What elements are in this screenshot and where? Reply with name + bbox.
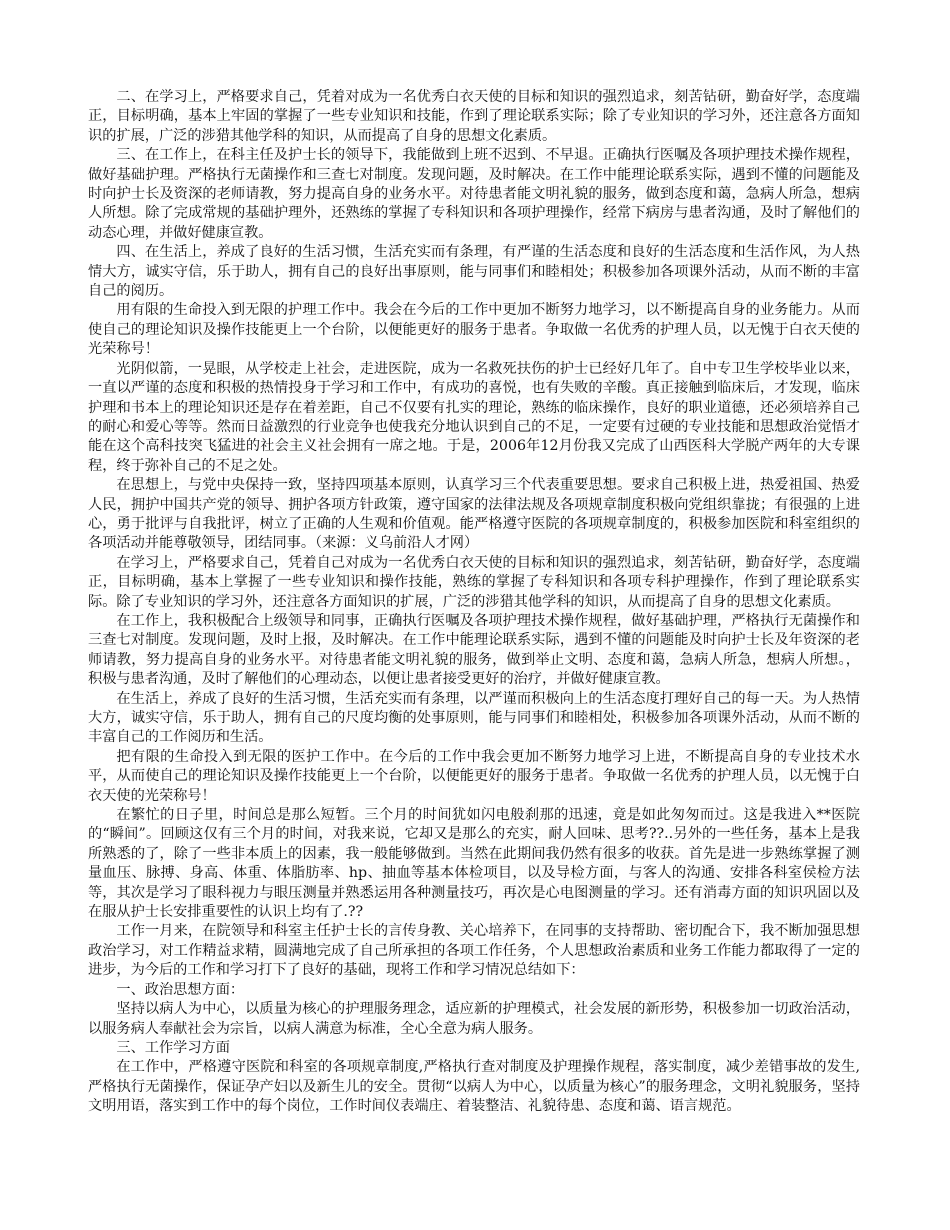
paragraph-work-study: 在工作中，严格遵守医院和科室的各项规章制度,严格执行查对制度及护理操作规程，落实制度，减少差错事故的发生,严格执行无菌操作，保证孕产妇以及新生儿的安全。贯彻“以病人为中心，以质量为核心”的服务理念，文明礼貌服务，坚持文明用语，落实到工作中的每个岗位，工作时间仪表端庄、着装整洁、礼貌待患、态度和蔼、语言规范。 (88, 1059, 860, 1115)
paragraph-career-review: 光阴似箭，一晃眼，从学校走上社会，走进医院，成为一名救死扶伤的护士已经好几年了。自中专卫生学校毕业以来，一直以严谨的态度和积极的热情投身于学习和工作中，有成功的喜悦，也有失败的辛酸。真正接触到临床后，才发现，临床护理和书本上的理论知识还是存在着差距，自己不仅要有扎实的理论，熟练的临床操作，良好的职业道德，还必须培养自己的耐心和爱心等等。然而日益激烈的行业竞争也使我充分地认识到自己的不足，一定要有过硬的专业技能和思想政治觉悟才能在这个高科技突飞猛进的社会主义社会拥有一席之地。于是，2006年12月份我又完成了山西医科大学脱产两年的大专课程，终于弥补自己的不足之处。 (88, 360, 860, 474)
paragraph-study-2: 在学习上，严格要求自己，凭着自己对成为一名优秀白衣天使的目标和知识的强烈追求，刻苦钻研，勤奋好学，态度端正，目标明确，基本上掌握了一些专业知识和操作技能，熟练的掌握了专科知识和各项专科护理操作，作到了理论联系实际。除了专业知识的学习外，还注意各方面知识的扩展，广泛的涉猎其他学科的知识，从而提高了自身的思想文化素质。 (88, 554, 860, 610)
paragraph-life-2: 在生活上，养成了良好的生活习惯，生活充实而有条理，以严谨而积极向上的生活态度打理好自己的每一天。为人热情大方，诚实守信，乐于助人，拥有自己的尺度均衡的处事原则，能与同事们和睦相处，积极参加各项课外活动，从而不断的丰富自己的工作阅历和生活。 (88, 690, 860, 746)
document-body (88, 88, 860, 1117)
paragraph-one-month: 工作一月来，在院领导和科室主任护士长的言传身教、关心培养下，在同事的支持帮助、密切配合下，我不断加强思想政治学习，对工作精益求精，圆满地完成了自己所承担的各项工作任务，个人思想政治素质和业务工作能力都取得了一定的进步，为今后的工作和学习打下了良好的基础，现将工作和学习情况总结如下： (88, 923, 860, 979)
paragraph-three-months: 在繁忙的日子里，时间总是那么短暂。三个月的时间犹如闪电般刹那的迅速，竟是如此匆匆而过。这是我进入**医院的“瞬间”。回顾这仅有三个月的时间，对我来说，它却又是那么的充实，耐人回味、思考??..另外的一些任务，基本上是我所熟悉的了，除了一些非本质上的因素，我一般能够做到。当然在此期间我仍然有很多的收获。首先是进一步熟练掌握了测量血压、脉搏、身高、体重、体脂肪率、hp、抽血等基本体检项目，以及导检方面，与客人的沟通、安排各科室侯检方法等，其次是学习了眼科视力与眼压测量并熟悉运用各种测量技巧，再次是心电图测量的学习。还有消毒方面的知识巩固以及在服从护士长安排重要性的认识上均有了.?? (88, 807, 860, 921)
paragraph-thought: 在思想上，与党中央保持一致，坚持四项基本原则，认真学习三个代表重要思想。要求自己积极上进，热爱祖国、热爱人民，拥护中国共产党的领导、拥护各项方针政策，遵守国家的法律法规及各项规章制度积极向党组织靠拢；有很强的上进心，勇于批评与自我批评，树立了正确的人生观和价值观。能严格遵守医院的各项规章制度的，积极参加医院和科室组织的各项活动并能尊敬领导，团结同事。（来源：义乌前沿人才网） (88, 477, 860, 552)
paragraph-politics: 坚持以病人为中心，以质量为核心的护理服务理念，适应新的护理模式，社会发展的新形势，积极参加一切政治活动，以服务病人奉献社会为宗旨，以病人满意为标准，全心全意为病人服务。 (88, 1001, 860, 1037)
paragraph-study: 二、在学习上，严格要求自己，凭着对成为一名优秀白衣天使的目标和知识的强烈追求，刻苦钻研，勤奋好学，态度端正，目标明确，基本上牢固的掌握了一些专业知识和技能，作到了理论联系实际；除了专业知识的学习外，还注意各方面知识的扩展，广泛的涉猎其他学科的知识，从而提高了自身的思想文化素质。 (88, 89, 860, 144)
paragraph-work: 三、在工作上，在科主任及护士长的领导下，我能做到上班不迟到、不早退。正确执行医嘱及各项护理技术操作规程，做好基础护理。严格执行无菌操作和三查七对制度。发现问题，及时解决。在工作中能理论联系实际，遇到不懂的问题能及时向护士长及资深的老师请教，努力提高自身的业务水平。对待患者能文明礼貌的服务，做到态度和蔼，急病人所急，想病人所想。除了完成常规的基础护理外，还熟练的掌握了专科知识和各项护理操作，经常下病房与患者沟通，及时了解他们的动态心理，并做好健康宣教。 (88, 147, 860, 241)
section-heading-work-study: 三、工作学习方面 (116, 1039, 230, 1056)
paragraph-commitment: 用有限的生命投入到无限的护理工作中。我会在今后的工作中更加不断努力地学习，以不断提高自身的业务能力。从而使自己的理论知识及操作技能更上一个台阶，以便能更好的服务于患者。争取做一名优秀的护理人员，以无愧于白衣天使的光荣称号！ (88, 302, 860, 358)
paragraph-commitment-2: 把有限的生命投入到无限的医护工作中。在今后的工作中我会更加不断努力地学习上进，不断提高自身的专业技术水平，从而使自己的理论知识及操作技能更上一个台阶，以便能更好的服务于患者。争取做一名优秀的护理人员，以无愧于白衣天使的光荣称号！ (88, 748, 860, 804)
paragraph-work-2: 在工作上，我积极配合上级领导和同事，正确执行医嘱及各项护理技术操作规程，做好基础护理，严格执行无菌操作和三查七对制度。发现问题，及时上报，及时解决。在工作中能理论联系实际，遇到不懂的问题能及时向护士长及年资深的老师请教，努力提高自身的业务水平。对待患者能文明礼貌的服务，做到举止文明、态度和蔼，急病人所急，想病人所想。，积极与患者沟通，及时了解他们的心理动态，以便让患者接受更好的治疗，并做好健康宣教。 (88, 612, 860, 688)
section-heading-politics: 一、政治思想方面： (116, 981, 245, 998)
paragraph-life: 四、在生活上，养成了良好的生活习惯，生活充实而有条理，有严谨的生活态度和良好的生活态度和生活作风，为人热情大方，诚实守信，乐于助人，拥有自己的良好出事原则，能与同事们和睦相处；积极参加各项课外活动，从而不断的丰富自己的阅历。 (88, 244, 860, 300)
